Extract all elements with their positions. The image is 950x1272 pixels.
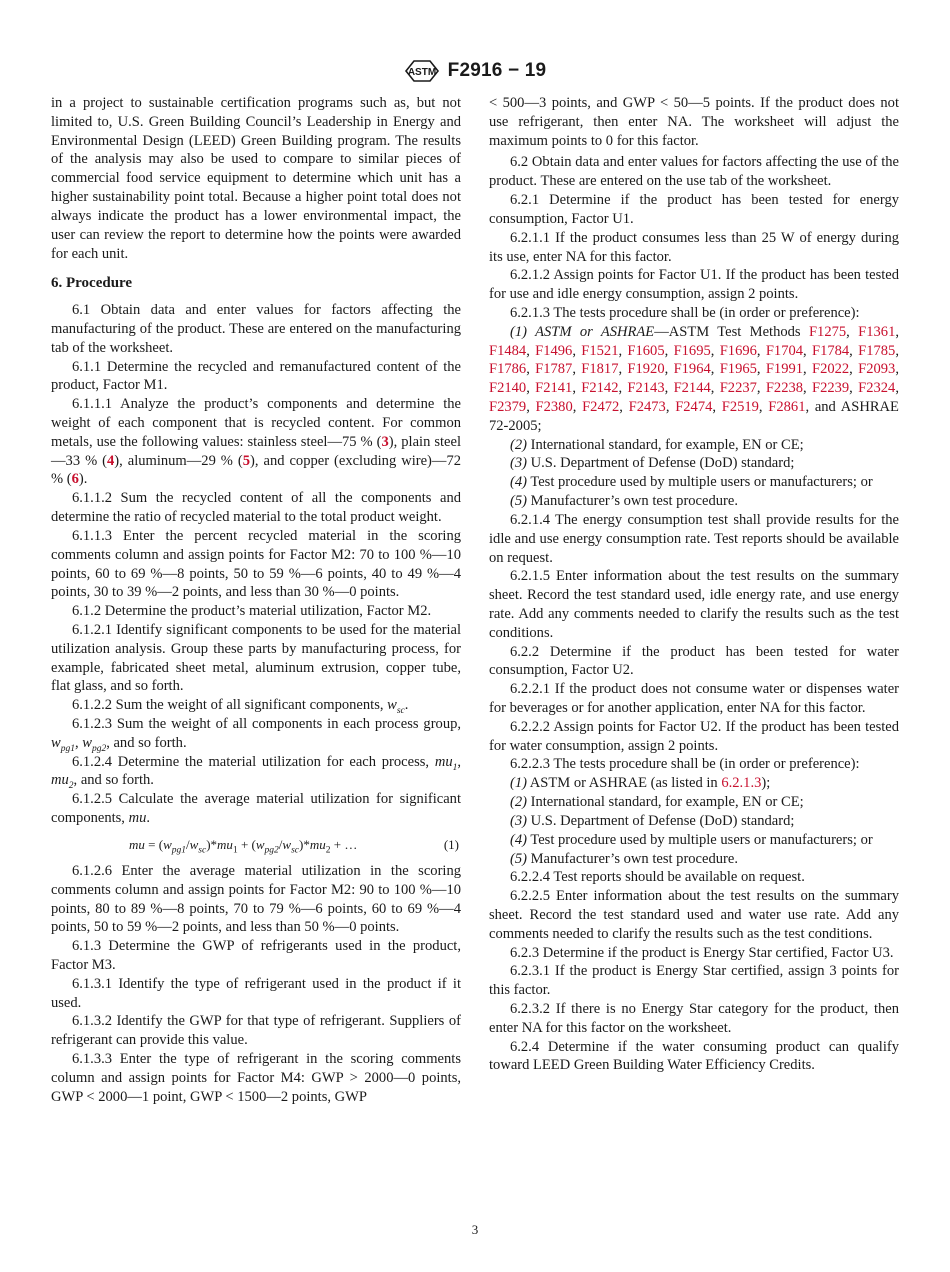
- procedure-list-item: (3) U.S. Department of Defense (DoD) standard;: [510, 455, 795, 472]
- ref-6-2-1-3-link[interactable]: 6.2.1.3: [721, 775, 762, 792]
- astm-method-link[interactable]: F1785: [858, 342, 896, 359]
- para-6-1-3-3: 6.1.3.3 Enter the type of refrigerant in the scoring comments column and assign points for Factor M4: GWP > 2000—0 points, GWP < 2000—1 point, GWP < 1500—2 points, GWP: [51, 1051, 461, 1105]
- astm-method-link[interactable]: F1704: [765, 342, 804, 359]
- astm-method-link[interactable]: F1784: [811, 342, 850, 359]
- para-6-2-2-5: 6.2.2.5 Enter information about the test results on the summary sheet. Record the test standard used and water use rate. Add any comments needed to clarify the results such as the test conditions.: [489, 888, 899, 942]
- para-6-2-1-5: 6.2.1.5 Enter information about the test results on the summary sheet. Record the test standard used, idle energy rate, and use energy rate. Add any comments needed to clarify the results such as the test conditions.: [489, 568, 899, 641]
- list-item-astm-ashrae: (1) ASTM or ASHRAE (as listed in 6.2.1.3);: [510, 775, 771, 792]
- svg-text:ASTM: ASTM: [407, 67, 436, 78]
- astm-method-link[interactable]: F1361: [858, 323, 896, 340]
- para-6-1-2-5: 6.1.2.5 Calculate the average material utilization for significant components, mu.: [51, 791, 461, 827]
- section-heading: 6. Procedure: [51, 275, 133, 292]
- continued-paragraph: < 500—3 points, and GWP < 50—5 points. If the product does not use refrigerant, then enter NA. The worksheet will adjust the maximum points to 0 for this factor.: [489, 95, 899, 149]
- procedure-list-energy: [489, 436, 899, 511]
- para-6-1-2-4: 6.1.2.4 Determine the material utilization for each process, $mu_1$, $mu_2$, and so forth.: [51, 753, 461, 792]
- equation-formula: mu = $(w_{pg1}/w_{sc})*mu_1 + (w_{pg2}/w_{sc})*mu_2$ + …: [129, 836, 358, 856]
- astm-method-link[interactable]: F1275: [808, 323, 847, 340]
- astm-method-link[interactable]: F2474: [675, 399, 713, 415]
- right-column: [489, 94, 899, 1075]
- astm-method-link[interactable]: F2141: [535, 380, 573, 397]
- para-6-2-3-1: 6.2.3.1 If the product is Energy Star certified, assign 3 points for this factor.: [489, 963, 899, 999]
- page-number: 3: [471, 1222, 479, 1237]
- para-6-1-1-3: 6.1.1.3 Enter the percent recycled material in the scoring comments column and assign points for Factor M2: 70 to 100 %—10 points, 60 to 69 %—8 points, 50 to 59 %—6 points, 40 to 49 %—4 points, 30 to 39 %—2 points, and less than 30 %—0 points.: [51, 527, 461, 601]
- para-6-2-2-3: 6.2.2.3 The tests procedure shall be (in order or preference):: [510, 756, 860, 773]
- ref-3-link[interactable]: 3: [381, 433, 389, 450]
- para-6-2-1-3: 6.2.1.3 The tests procedure shall be (in order or preference):: [510, 304, 860, 321]
- page-header: [0, 57, 950, 85]
- procedure-list-item: (2) International standard, for example, EN or CE;: [510, 436, 804, 453]
- astm-method-link[interactable]: F2380: [535, 399, 573, 415]
- para-6-1-1: 6.1.1 Determine the recycled and remanufactured content of the product, Factor M1.: [51, 358, 461, 394]
- astm-logo-icon: [404, 58, 440, 84]
- astm-method-link[interactable]: F2239: [811, 380, 850, 397]
- equation-1: [51, 832, 461, 858]
- astm-method-link[interactable]: F1991: [765, 361, 804, 378]
- para-6-1-2-1: 6.1.2.1 Identify significant components to be used for the material utilization analysis. Group these parts by manufacturing process, for example, fabricated sheet metal, aluminum extrusion, copper tube, flat glass, and so forth.: [51, 621, 461, 695]
- astm-method-link[interactable]: F1496: [535, 342, 573, 359]
- procedure-list-item: (3) U.S. Department of Defense (DoD) standard;: [510, 812, 795, 829]
- astm-method-link[interactable]: F1964: [673, 361, 711, 378]
- para-6-2-4: 6.2.4 Determine if the water consuming product can qualify toward LEED Green Building Water Efficiency Credits.: [489, 1038, 899, 1074]
- para-6-2-2-1: 6.2.2.1 If the product does not consume water or dispenses water for beverages or for another application, enter NA for this factor.: [489, 681, 899, 716]
- astm-method-link[interactable]: F2238: [765, 380, 804, 397]
- ref-5-link[interactable]: 5: [242, 452, 251, 469]
- para-6-2-2: 6.2.2 Determine if the product has been tested for water consumption, Factor U2.: [489, 643, 899, 679]
- astm-method-link[interactable]: F2473: [628, 399, 666, 415]
- astm-methods-list: F1275, F1361, F1484, F1496, F1521, F1605, F1695, F1696, F1704, F1784, F1785, F1786, F1787, F1817, F1920, F1964, F1965, F1991, F2022, F2093, F2140, F2141, F2142, F2143, F2144, F2237, F2238, F2239, F2324, F2379, F2380, F2472, F2473, F2474, F2519, F2861: [489, 323, 899, 415]
- para-6-1-1-1: 6.1.1.1 Analyze the product’s components and determine the weight of each component that is recycled content. For common metals, use the following values: stainless steel—75 % (3), plain steel—33 % (4), aluminum—29 % (5), and copper (excluding wire)—72 % (6).: [51, 396, 461, 488]
- equation-number: (1): [443, 836, 459, 852]
- para-6-1-3-2: 6.1.3.2 Identify the GWP for that type of refrigerant. Suppliers of refrigerant can provide this value.: [51, 1013, 461, 1049]
- para-6-1-2-6: 6.1.2.6 Enter the average material utilization in the scoring comments column and assign points for Factor M2: 90 to 100 %—10 points, 80 to 89 %—8 points, 70 to 79 %—6 points, 60 to 69 %—4 points, 50 to 59 %—2 points, and less than 50 %—0 points.: [51, 862, 461, 936]
- para-6-1-2: 6.1.2 Determine the product’s material utilization, Factor M2.: [72, 603, 432, 620]
- para-6-1-2-2: 6.1.2.2 Sum the weight of all significant components, $w_{sc}$.: [72, 697, 409, 717]
- astm-method-link[interactable]: F1817: [581, 361, 619, 378]
- astm-method-link[interactable]: F2237: [719, 380, 757, 397]
- astm-method-link[interactable]: F1605: [627, 342, 665, 359]
- procedure-list-water: [489, 793, 899, 868]
- para-6-2: 6.2 Obtain data and enter values for factors affecting the use of the product. These are entered on the use tab of the worksheet.: [489, 154, 899, 190]
- astm-method-link[interactable]: F1965: [719, 361, 757, 378]
- astm-method-link[interactable]: F2472: [582, 399, 620, 415]
- astm-method-link[interactable]: F2324: [858, 380, 896, 397]
- para-6-2-3: 6.2.3 Determine if the product is Energy Star certified, Factor U3.: [510, 944, 894, 961]
- para-6-2-1-1: 6.2.1.1 If the product consumes less than 25 W of energy during its use, enter NA for this factor.: [489, 229, 899, 265]
- astm-method-link[interactable]: F1920: [627, 361, 665, 378]
- procedure-list-item: (5) Manufacturer’s own test procedure.: [510, 850, 738, 867]
- astm-method-link[interactable]: F1484: [489, 342, 527, 359]
- astm-method-link[interactable]: F1521: [581, 342, 619, 359]
- left-column: [51, 94, 461, 1106]
- para-6-2-2-4: 6.2.2.4 Test reports should be available on request.: [510, 869, 805, 886]
- astm-method-link[interactable]: F1695: [673, 342, 711, 359]
- astm-method-link[interactable]: F2143: [627, 380, 665, 397]
- document-id: F2916 − 19: [447, 60, 547, 81]
- para-6-1-2-3: 6.1.2.3 Sum the weight of all components in each process group, $w_{pg1}$, $w_{pg2}$, and so forth.: [51, 716, 461, 754]
- astm-method-link[interactable]: F2519: [721, 399, 759, 415]
- procedure-list-item: (5) Manufacturer’s own test procedure.: [510, 493, 738, 510]
- para-6-1-3-1: 6.1.3.1 Identify the type of refrigerant used in the product if it used.: [51, 975, 461, 1011]
- astm-method-link[interactable]: F2379: [489, 399, 527, 415]
- para-6-1-1-2: 6.1.1.2 Sum the recycled content of all the components and determine the ratio of recycled material to the total product weight.: [51, 490, 461, 526]
- astm-method-link[interactable]: F2142: [581, 380, 619, 397]
- para-6-2-1-2: 6.2.1.2 Assign points for Factor U1. If the product has been tested for use and idle energy consumption, assign 2 points.: [489, 267, 899, 303]
- astm-method-link[interactable]: F2093: [858, 361, 896, 378]
- intro-paragraph: in a project to sustainable certification programs such as, but not limited to, U.S. Green Building Council’s Leadership in Energy and Environmental Design (LEED) Green Building program. The results of the analysis may also be used to compare to similar pieces of commercial food service equipment to determine which unit has a higher sustainability point total. Because a higher point total does not always indicate the product has a lower environmental impact, the user can review the report to determine how the points were awarded for each unit.: [51, 95, 461, 262]
- para-6-1-3: 6.1.3 Determine the GWP of refrigerants used in the product, Factor M3.: [51, 938, 461, 973]
- astm-method-link[interactable]: F1787: [535, 361, 573, 378]
- ref-6-link[interactable]: 6: [71, 471, 79, 488]
- ref-4-link[interactable]: 4: [107, 452, 115, 469]
- para-6-2-1-4: 6.2.1.4 The energy consumption test shall provide results for the idle and use energy consumption rate. Test reports should be available on request.: [489, 511, 899, 566]
- para-6-2-2-2: 6.2.2.2 Assign points for Factor U2. If the product has been tested for water consumption, assign 2 points.: [489, 718, 899, 754]
- astm-method-link[interactable]: F2140: [489, 380, 527, 397]
- astm-method-link[interactable]: F1696: [719, 342, 757, 359]
- astm-method-link[interactable]: F2861: [768, 399, 806, 415]
- astm-method-link[interactable]: F2144: [673, 380, 711, 397]
- procedure-list-item: (2) International standard, for example, EN or CE;: [510, 794, 804, 811]
- para-6-2-3-2: 6.2.3.2 If there is no Energy Star category for the product, then enter NA for this factor on the worksheet.: [489, 1001, 899, 1036]
- list-item-astm-methods: (1) ASTM or ASHRAE—ASTM Test Methods F1275, F1361, F1484, F1496, F1521, F1605, F1695, F1696, F1704, F1784, F1785, F1786, F1787, F1817, F1920, F1964, F1965, F1991, F2022, F2093, F2140, F2141, F2142, F2143, F2144, F2237, F2238, F2239, F2324, F2379, F2380, F2472, F2473, F2474, F2519, F2861, and ASHRAE 72-2005;: [489, 323, 899, 434]
- procedure-list-item: (4) Test procedure used by multiple users or manufacturers; or: [510, 474, 873, 491]
- astm-method-link[interactable]: F2022: [811, 361, 850, 378]
- procedure-list-item: (4) Test procedure used by multiple users or manufacturers; or: [510, 831, 873, 848]
- para-6-2-1: 6.2.1 Determine if the product has been tested for energy consumption, Factor U1.: [489, 192, 899, 227]
- astm-method-link[interactable]: F1786: [489, 361, 527, 378]
- para-6-1: 6.1 Obtain data and enter values for factors affecting the manufacturing of the product. These are entered on the manufacturing tab of the worksheet.: [51, 302, 461, 356]
